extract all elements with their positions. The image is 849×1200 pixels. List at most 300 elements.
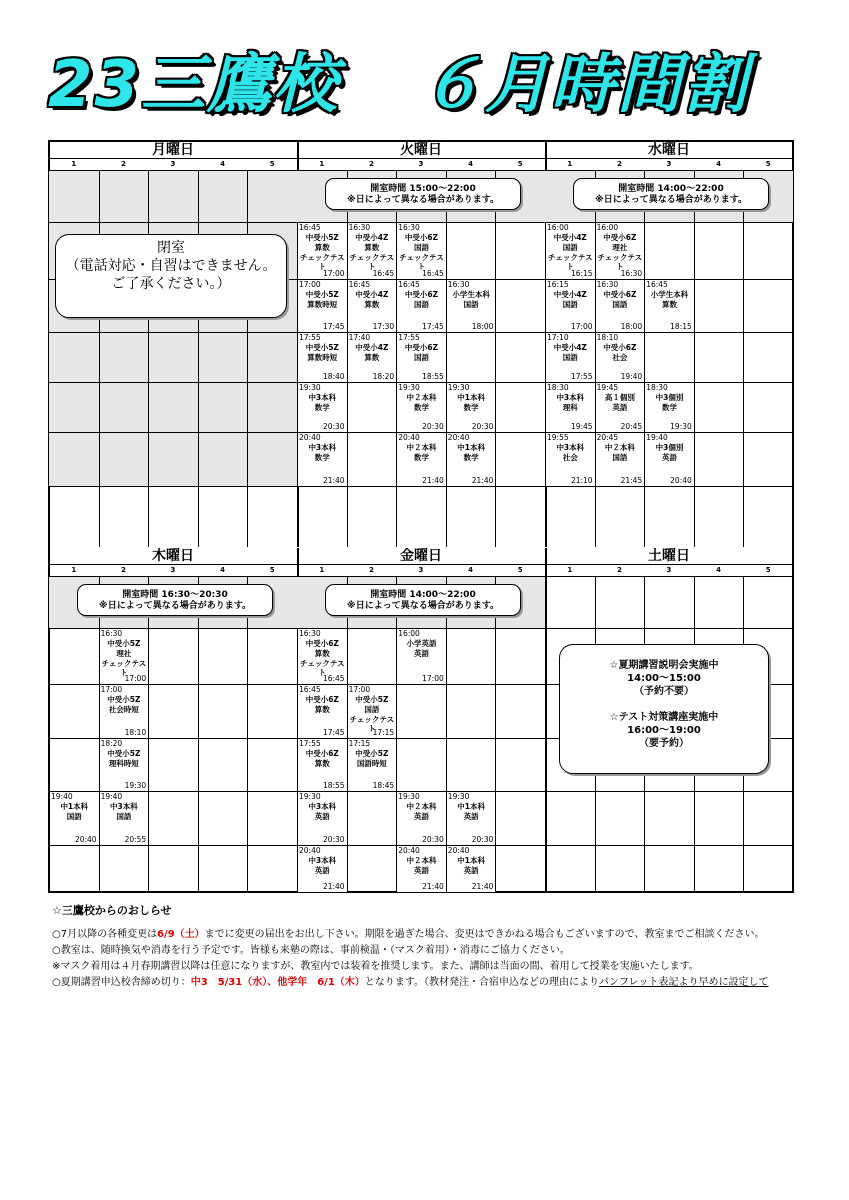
- lesson-class-name: 中1本科: [457, 393, 485, 402]
- lesson-cell[interactable]: [447, 433, 496, 486]
- lesson-end-time: 17:00: [322, 269, 345, 278]
- lesson-cell[interactable]: [596, 383, 645, 432]
- day-header: 月曜日: [49, 142, 297, 159]
- day-panel-fri: [297, 548, 547, 892]
- lesson-start-time: 17:00: [299, 280, 321, 289]
- lesson-class-name: 中受小5Z: [305, 233, 339, 242]
- column-numbers: [49, 564, 297, 577]
- event-line: 16:00～19:00: [627, 725, 701, 736]
- closed-notice: [55, 234, 287, 318]
- lesson-start-time: 19:30: [299, 383, 321, 392]
- lesson-cell[interactable]: [298, 685, 347, 738]
- school-name: 23三鷹校: [48, 48, 340, 122]
- lesson-cell[interactable]: [596, 280, 645, 332]
- column-numbers: [545, 158, 793, 171]
- lesson-start-time: 16:30: [348, 223, 371, 232]
- lesson-class-name: 中受小5Z: [107, 749, 141, 758]
- lesson-start-time: 19:30: [398, 792, 420, 801]
- lesson-check-test: チェックテスト: [300, 659, 345, 677]
- lesson-end-time: 20:30: [322, 835, 345, 844]
- lesson-class-name: 中受小5Z: [355, 695, 389, 704]
- lesson-cell[interactable]: [298, 383, 347, 432]
- lesson-class-name: 中受小6Z: [603, 233, 637, 242]
- column-number: 2: [120, 566, 126, 574]
- column-number: 5: [517, 566, 523, 574]
- lesson-end-time: 21:10: [570, 476, 593, 485]
- column-numbers: [297, 564, 545, 577]
- lesson-class-name: 中3個別: [655, 443, 684, 452]
- event-line: （要予約）: [639, 738, 689, 749]
- row-divider: [545, 628, 793, 629]
- lesson-subject: 国語: [364, 705, 380, 714]
- lesson-end-time: 18:10: [124, 728, 147, 737]
- lesson-start-time: 20:40: [299, 433, 321, 442]
- lesson-class-name: 中3本科: [110, 802, 138, 811]
- lesson-cell[interactable]: [596, 433, 645, 486]
- column-number: 4: [716, 160, 722, 168]
- lesson-cell[interactable]: [348, 223, 397, 279]
- lesson-end-time: 17:00: [124, 674, 147, 683]
- lesson-start-time: 16:30: [100, 629, 123, 638]
- lesson-start-time: 19:45: [596, 383, 619, 392]
- lesson-end-time: 21:40: [422, 476, 444, 485]
- lesson-subject: 数学: [463, 453, 479, 462]
- event-line: （予約不要）: [634, 686, 694, 697]
- lesson-cell[interactable]: [100, 739, 149, 791]
- month-title: ６月時間割: [419, 48, 750, 122]
- lesson-cell[interactable]: [447, 792, 496, 845]
- day-header: 水曜日: [545, 142, 793, 159]
- lesson-cell[interactable]: [298, 739, 347, 791]
- lesson-class-name: 中1本科: [457, 802, 485, 811]
- lesson-class-name: 中受小6Z: [404, 233, 439, 242]
- lesson-end-time: 18:20: [372, 372, 395, 381]
- column-number: 4: [468, 566, 474, 574]
- lesson-subject: 算数: [314, 705, 330, 714]
- lesson-subject: 数学: [661, 403, 677, 412]
- day-panel-mon: [49, 142, 299, 547]
- row-divider: [545, 486, 793, 487]
- column-number: 5: [269, 566, 275, 574]
- lesson-subject: 数学: [413, 453, 429, 462]
- day-header: 木曜日: [49, 548, 297, 565]
- lesson-cell[interactable]: [645, 433, 694, 486]
- lesson-class-name: 中受小4Z: [553, 343, 587, 352]
- lesson-end-time: 20:30: [422, 835, 444, 844]
- lesson-start-time: 17:10: [547, 333, 569, 342]
- lesson-subject: 国語: [612, 453, 628, 462]
- closed-shading: [49, 170, 297, 486]
- column-divider: [247, 170, 248, 547]
- lesson-start-time: 17:15: [348, 739, 371, 748]
- lesson-cell[interactable]: [397, 792, 446, 845]
- opening-hours-box: [77, 584, 273, 616]
- notice-summer-deadline: ○夏期講習申込校舎締め切り：中3 5/31（水）、他学年 6/1（木）となります。（教材発注・合宿申込などの理由によりパンフレット表記より早めに設定して: [52, 977, 769, 988]
- column-divider: [99, 170, 100, 547]
- lesson-cell[interactable]: [100, 629, 149, 684]
- lesson-start-time: 16:15: [547, 280, 569, 289]
- closed-line: ご了承ください。）: [111, 276, 231, 292]
- lesson-class-name: 中受小4Z: [553, 233, 587, 242]
- lesson-subject: 英語: [463, 866, 479, 875]
- lesson-cell[interactable]: [645, 280, 694, 332]
- lesson-start-time: 20:40: [398, 433, 420, 442]
- lesson-subject: 理社: [612, 243, 628, 252]
- lesson-start-time: 20:45: [596, 433, 619, 442]
- lesson-cell[interactable]: [348, 739, 397, 791]
- column-divider: [495, 170, 496, 547]
- lesson-end-time: 19:30: [670, 422, 692, 431]
- row-divider: [49, 738, 297, 739]
- column-number: 3: [666, 160, 672, 168]
- column-number: 2: [616, 160, 622, 168]
- lesson-subject: 英語: [661, 453, 677, 462]
- lesson-cell[interactable]: [397, 383, 446, 432]
- lesson-end-time: 17:45: [322, 322, 345, 331]
- column-number: 1: [71, 566, 77, 574]
- row-divider: [49, 628, 297, 629]
- lesson-end-time: 16:30: [620, 269, 643, 278]
- lesson-start-time: 20:40: [398, 846, 420, 855]
- lesson-cell[interactable]: [397, 629, 446, 684]
- lesson-end-time: 21:40: [322, 476, 345, 485]
- lesson-end-time: 21:45: [620, 476, 643, 485]
- lesson-start-time: 18:10: [596, 333, 619, 342]
- lesson-subject: 算数: [314, 243, 330, 252]
- column-number: 2: [616, 566, 622, 574]
- lesson-class-name: 中1本科: [457, 856, 485, 865]
- column-divider: [644, 170, 645, 547]
- lesson-end-time: 21:40: [422, 882, 444, 891]
- lesson-end-time: 18:55: [422, 372, 444, 381]
- lesson-class-name: 中受小4Z: [355, 233, 389, 242]
- lesson-end-time: 20:40: [74, 835, 97, 844]
- lesson-subject: 国語: [413, 353, 429, 362]
- lesson-subject: 英語: [314, 866, 330, 875]
- lesson-class-name: 中受小6Z: [404, 343, 439, 352]
- lesson-subject: 数学: [463, 403, 479, 412]
- lesson-cell[interactable]: [100, 792, 149, 845]
- lesson-end-time: 16:45: [372, 269, 395, 278]
- lesson-class-name: 中受小5Z: [305, 343, 339, 352]
- lesson-end-time: 19:30: [124, 781, 147, 790]
- notices: [52, 903, 842, 991]
- lesson-cell[interactable]: [348, 280, 397, 332]
- lesson-start-time: 19:30: [398, 383, 420, 392]
- lesson-class-name: 中２本科: [406, 393, 437, 402]
- lesson-class-name: 中受小6Z: [305, 695, 339, 704]
- lesson-class-name: 小学生本科: [650, 290, 689, 299]
- lesson-subject: 数学: [314, 453, 330, 462]
- lesson-cell[interactable]: [397, 223, 446, 279]
- column-number: 4: [468, 160, 474, 168]
- lesson-subject: 国語: [562, 353, 578, 362]
- column-number: 2: [368, 160, 374, 168]
- lesson-start-time: 16:30: [447, 280, 470, 289]
- column-number: 5: [765, 160, 771, 168]
- lesson-cell[interactable]: [298, 280, 347, 332]
- lesson-end-time: 21:40: [471, 476, 494, 485]
- lesson-class-name: 中２本科: [604, 443, 635, 452]
- lesson-cell[interactable]: [348, 333, 397, 382]
- lesson-class-name: 中受小6Z: [603, 343, 637, 352]
- day-header: 金曜日: [297, 548, 545, 565]
- lesson-cell[interactable]: [447, 383, 496, 432]
- lesson-end-time: 18:15: [670, 322, 692, 331]
- lesson-start-time: 17:55: [299, 333, 321, 342]
- lesson-end-time: 20:30: [422, 422, 444, 431]
- lesson-cell[interactable]: [546, 223, 595, 279]
- lesson-class-name: 中受小6Z: [603, 290, 637, 299]
- lesson-cell[interactable]: [397, 280, 446, 332]
- lesson-subject: 英語: [463, 812, 479, 821]
- lesson-start-time: 16:30: [596, 280, 619, 289]
- lesson-subject: 国語: [116, 812, 132, 821]
- lesson-subject: 算数: [314, 649, 330, 658]
- lesson-class-name: 中受小4Z: [553, 290, 587, 299]
- page-title: [48, 40, 808, 130]
- lesson-subject: 英語: [413, 866, 429, 875]
- day-panel-wed: [545, 142, 793, 547]
- column-number: 2: [120, 160, 126, 168]
- column-divider: [148, 170, 149, 547]
- opening-hours-note: ※日によって異なる場合があります。: [346, 601, 500, 611]
- lesson-start-time: 18:20: [100, 739, 123, 748]
- row-divider: [49, 486, 297, 487]
- lesson-check-test: チェックテスト: [300, 253, 345, 271]
- lesson-class-name: 中3本科: [556, 393, 585, 402]
- lesson-check-test: チェックテスト: [349, 253, 395, 271]
- notice-change-deadline: ○7月以降の各種変更は6/9（土）までに変更の届出をお出し下さい。期限を過ぎた場合、変更はできかねる場合もございますので、教室までご相談ください。: [52, 929, 765, 940]
- column-divider: [743, 170, 744, 547]
- column-numbers: [49, 158, 297, 171]
- lesson-cell[interactable]: [397, 333, 446, 382]
- lesson-cell[interactable]: [397, 846, 446, 892]
- lesson-class-name: 中受小4Z: [355, 290, 389, 299]
- row-divider: [545, 791, 793, 792]
- lesson-start-time: 16:45: [299, 223, 321, 232]
- row-divider: [49, 684, 297, 685]
- saturday-events: [559, 644, 769, 774]
- lesson-class-name: 中受小5Z: [305, 290, 339, 299]
- row-divider: [49, 382, 297, 383]
- column-number: 1: [319, 566, 325, 574]
- notice-ventilation: ○教室は、随時換気や消毒を行う予定です。皆様も来塾の際は、事前検温・（マスク着用）・消毒にご協力ください。: [52, 945, 570, 956]
- column-number: 5: [517, 160, 523, 168]
- lesson-cell[interactable]: [298, 792, 347, 845]
- column-number: 3: [666, 566, 672, 574]
- lesson-cell[interactable]: [546, 280, 595, 332]
- lesson-start-time: 17:55: [299, 739, 321, 748]
- lesson-start-time: 17:00: [348, 685, 371, 694]
- lesson-end-time: 18:45: [372, 781, 395, 790]
- lesson-end-time: 20:30: [471, 422, 494, 431]
- lesson-class-name: 中受小5Z: [107, 639, 141, 648]
- column-number: 4: [716, 566, 722, 574]
- lesson-cell[interactable]: [546, 433, 595, 486]
- lesson-class-name: 小学生本科: [452, 290, 490, 299]
- lesson-end-time: 18:55: [322, 781, 345, 790]
- opening-hours-box: [325, 178, 521, 210]
- opening-hours-note: ※日によって異なる場合があります。: [594, 195, 748, 205]
- lesson-cell[interactable]: [100, 685, 149, 738]
- column-divider: [694, 170, 695, 547]
- lesson-class-name: 中受小5Z: [355, 749, 389, 758]
- lesson-start-time: 16:30: [398, 223, 420, 232]
- lesson-check-test: チェックテスト: [101, 659, 147, 677]
- lesson-end-time: 17:00: [422, 674, 444, 683]
- column-number: 5: [765, 566, 771, 574]
- lesson-end-time: 20:45: [620, 422, 643, 431]
- lesson-start-time: 17:55: [398, 333, 420, 342]
- lesson-end-time: 16:45: [422, 269, 444, 278]
- lesson-start-time: 19:30: [447, 383, 470, 392]
- lesson-class-name: 中２本科: [406, 802, 437, 811]
- day-panel-thu: [49, 548, 299, 892]
- column-number: 5: [269, 160, 275, 168]
- lesson-start-time: 19:55: [547, 433, 569, 442]
- lesson-subject: 英語: [413, 812, 429, 821]
- lesson-start-time: 20:40: [299, 846, 321, 855]
- lesson-cell[interactable]: [447, 846, 496, 892]
- lesson-end-time: 17:55: [570, 372, 593, 381]
- column-number: 1: [567, 160, 573, 168]
- lesson-cell[interactable]: [397, 433, 446, 486]
- row-divider: [49, 845, 297, 846]
- lesson-cell[interactable]: [298, 333, 347, 382]
- lesson-class-name: 中1本科: [457, 443, 485, 452]
- lesson-cell[interactable]: [348, 685, 397, 738]
- lesson-subject: 国語: [562, 243, 578, 252]
- lesson-end-time: 16:15: [570, 269, 593, 278]
- lesson-start-time: 16:30: [299, 629, 321, 638]
- lesson-subject: 英語: [612, 403, 628, 412]
- lesson-subject: 算数時短: [307, 353, 338, 362]
- lesson-end-time: 16:45: [322, 674, 345, 683]
- lesson-subject: 算数: [364, 353, 380, 362]
- lesson-end-time: 21:40: [471, 882, 494, 891]
- notices-title: ☆三鷹校からのおしらせ: [52, 904, 172, 917]
- lesson-class-name: 中3本科: [556, 443, 585, 452]
- lesson-check-test: チェックテスト: [597, 253, 643, 271]
- lesson-start-time: 20:40: [447, 846, 470, 855]
- column-number: 3: [170, 160, 176, 168]
- opening-hours-box: [325, 584, 521, 616]
- closed-line: （電話対応・自習はできません。: [65, 258, 277, 274]
- day-header: 火曜日: [297, 142, 545, 159]
- lesson-check-test: チェックテスト: [399, 253, 444, 271]
- lesson-cell[interactable]: [298, 629, 347, 684]
- lesson-start-time: 19:40: [646, 433, 668, 442]
- lesson-cell[interactable]: [596, 223, 645, 279]
- lesson-class-name: 中受小5Z: [107, 695, 141, 704]
- column-numbers: [545, 564, 793, 577]
- opening-hours: 開室時間 14:00～22:00: [618, 184, 724, 194]
- lesson-end-time: 17:30: [372, 322, 395, 331]
- lesson-subject: 社会: [562, 453, 578, 462]
- lesson-end-time: 20:40: [670, 476, 692, 485]
- lesson-subject: 国語: [612, 300, 628, 309]
- lesson-start-time: 16:45: [348, 280, 371, 289]
- lesson-subject: 算数: [364, 243, 380, 252]
- row-divider: [297, 486, 545, 487]
- lesson-subject: 理科時短: [108, 759, 139, 768]
- lesson-check-test: チェックテスト: [349, 715, 395, 733]
- event-line: ☆テスト対策講座実施中: [609, 712, 719, 723]
- lesson-end-time: 20:30: [322, 422, 345, 431]
- lesson-subject: 国語: [66, 812, 82, 821]
- lesson-class-name: 中受小6Z: [305, 749, 339, 758]
- column-number: 1: [319, 160, 325, 168]
- lesson-subject: 国語: [413, 300, 429, 309]
- lesson-subject: 社会: [612, 353, 628, 362]
- lesson-subject: 算数: [364, 300, 380, 309]
- day-panel-sat: [545, 548, 793, 892]
- lesson-subject: 英語: [413, 649, 429, 658]
- day-panel-tue: [297, 142, 547, 547]
- notice-mask: ※マスク着用は４月春期講習以降は任意になりますが、教室内では装着を推奨します。また、講師は当面の間、着用して授業を実施いたします。: [52, 961, 699, 972]
- column-number: 3: [170, 566, 176, 574]
- lesson-cell[interactable]: [298, 846, 347, 892]
- lesson-cell[interactable]: [546, 383, 595, 432]
- lesson-start-time: 16:45: [646, 280, 668, 289]
- lesson-cell[interactable]: [546, 333, 595, 382]
- lesson-start-time: 16:00: [596, 223, 619, 232]
- lesson-subject: 理科: [562, 403, 578, 412]
- lesson-class-name: 小学英語: [406, 639, 437, 648]
- column-number: 3: [418, 566, 424, 574]
- column-number: 4: [220, 566, 226, 574]
- column-numbers: [297, 158, 545, 171]
- column-number: 1: [567, 566, 573, 574]
- lesson-class-name: 中3本科: [308, 802, 337, 811]
- lesson-subject: 算数: [314, 759, 330, 768]
- lesson-class-name: 中受小6Z: [404, 290, 439, 299]
- lesson-start-time: 19:40: [51, 792, 73, 801]
- opening-hours-note: ※日によって異なる場合があります。: [98, 601, 252, 611]
- lesson-subject: 国語: [562, 300, 578, 309]
- lesson-cell[interactable]: [298, 433, 347, 486]
- row-divider: [545, 845, 793, 846]
- lesson-subject: 理社: [116, 649, 132, 658]
- lesson-end-time: 18:40: [322, 372, 345, 381]
- lesson-cell[interactable]: [298, 223, 347, 279]
- lesson-start-time: 17:00: [100, 685, 123, 694]
- lesson-start-time: 16:00: [398, 629, 420, 638]
- opening-hours-box: [573, 178, 769, 210]
- lesson-start-time: 18:30: [646, 383, 668, 392]
- lesson-end-time: 19:45: [570, 422, 593, 431]
- lesson-class-name: 中受小6Z: [305, 639, 339, 648]
- lesson-class-name: 中1本科: [60, 802, 89, 811]
- lesson-class-name: 高１個別: [604, 393, 635, 402]
- lesson-cell[interactable]: [50, 792, 99, 845]
- opening-hours-note: ※日によって異なる場合があります。: [346, 195, 500, 205]
- lesson-cell[interactable]: [596, 333, 645, 382]
- column-number: 3: [418, 160, 424, 168]
- lesson-start-time: 19:40: [100, 792, 123, 801]
- lesson-cell[interactable]: [645, 383, 694, 432]
- lesson-class-name: 中3個別: [655, 393, 684, 402]
- column-number: 4: [220, 160, 226, 168]
- row-divider: [49, 222, 297, 223]
- lesson-cell[interactable]: [447, 280, 496, 332]
- lesson-start-time: 18:30: [547, 383, 569, 392]
- day-header: 土曜日: [545, 548, 793, 565]
- lesson-end-time: 17:45: [322, 728, 345, 737]
- lesson-subject: 国語: [463, 300, 479, 309]
- lesson-subject: 算数: [661, 300, 677, 309]
